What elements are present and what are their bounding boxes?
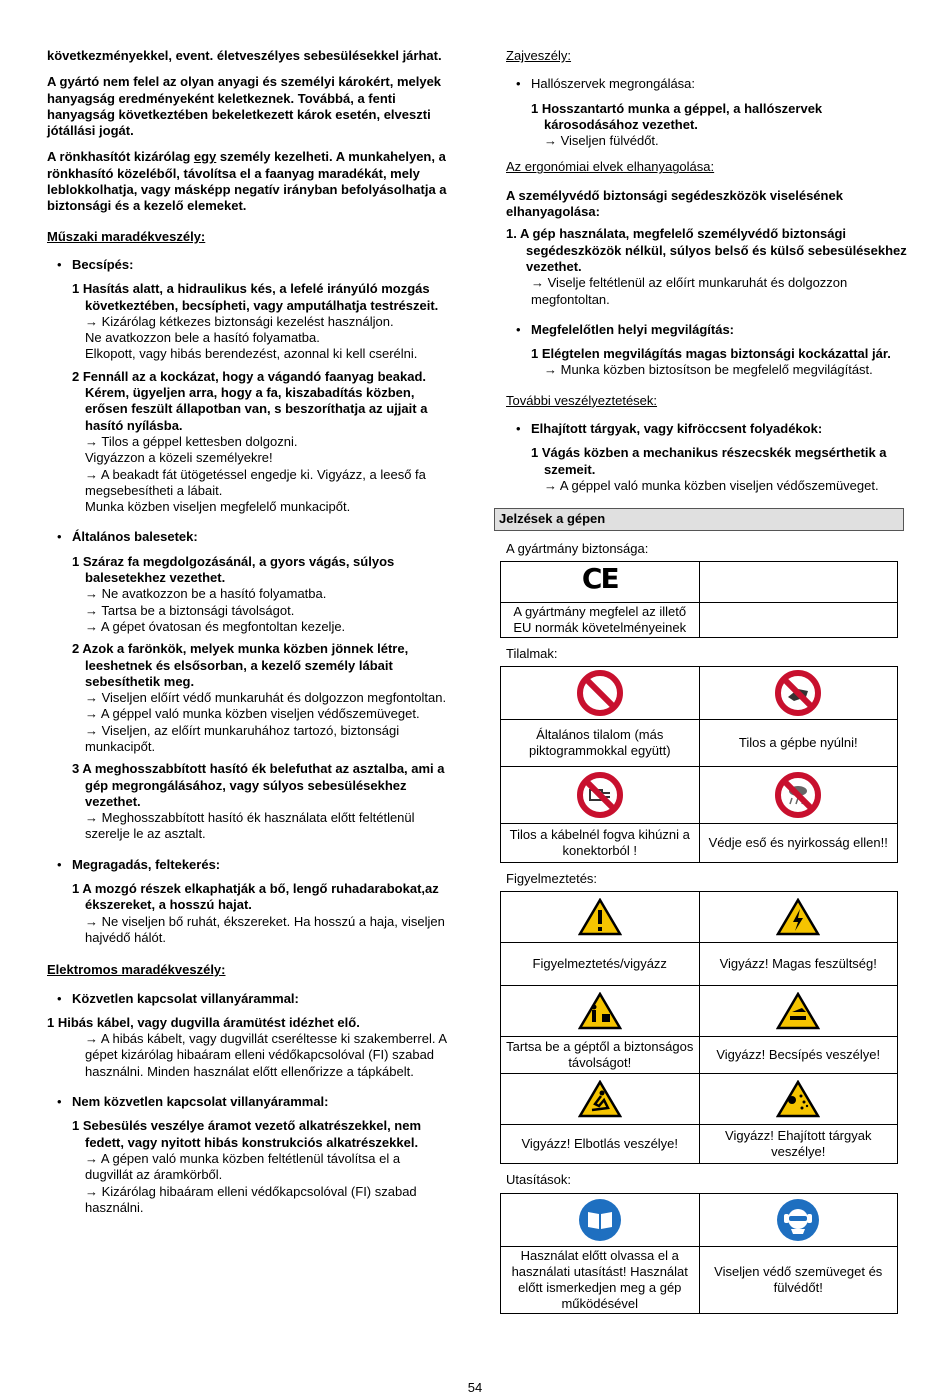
zaj-item-1	[531, 101, 914, 150]
item-note: Elkopott, vagy hibás berendezést, azonnal ki kell cserélni.	[85, 346, 418, 362]
becsipes-item-2	[72, 369, 447, 516]
icon-cell	[699, 1193, 898, 1246]
ergo-item-1	[506, 226, 914, 307]
altalanos-item-3	[72, 761, 447, 842]
bullet-megragadas: • Megragadás, feltekerés:	[47, 857, 447, 873]
warning-text-2: Vigyázz! Magas feszültség!	[699, 943, 898, 986]
instruction-text-1: Használat előtt olvassa el a használati utasítást! Használat előtt ismerkedjen meg a gép működésével	[501, 1246, 700, 1313]
intro-paragraph-2: A gyártó nem felel az olyan anyagi és személyi károkért, melyek hanyagság eredményeként keletkeznek. Továbbá, a fenti hanyagság következtében bekeletkezett károk esetén, elveszti jótállási jogát.	[47, 74, 442, 139]
warning-text-1: Figyelmeztetés/vigyázz	[501, 943, 700, 986]
bullet-altalanos: • Általános balesetek:	[47, 529, 447, 545]
item-title: 3 A meghosszabbított hasító ék belefuthat az asztalba, ami a gép megrongálásához, vagy súlyos sebesülésekhez vezethet.	[72, 761, 445, 809]
warning-text-4: Vigyázz! Becsípés veszélye!	[699, 1037, 898, 1074]
item-note: → Viseljen előírt védő munkaruhát és dolgozzon megfontoltan.	[85, 690, 447, 706]
item-note: → Munka közben biztosítson be megfelelő megvilágítást.	[544, 362, 873, 378]
icon-cell	[501, 1193, 700, 1246]
read-manual-icon	[577, 1197, 623, 1243]
item-note: → A hibás kábelt, vagy dugvillát cseréltesse ki szakemberrel. A gépet kizárólag hibaáram elleni védőkapcsolóval (FI) szabad használni. Minden használat előtt ellenőrizze a tápkábelt.	[85, 1031, 447, 1079]
item-note: → Viseljen fülvédőt.	[544, 133, 659, 149]
icon-cell	[699, 667, 898, 720]
keep-distance-icon	[578, 992, 622, 1030]
nemkozvetlen-item-1	[72, 1118, 447, 1216]
empty-cell	[699, 561, 898, 602]
item-title: 1 Száraz fa megdolgozásánál, a gyors vágás, súlyos balesetekhez vezethet.	[72, 553, 395, 586]
item-note: → A géppel való munka közben viseljen védőszemüveget.	[544, 477, 879, 493]
bullet-lighting: • Megfelelőtlen helyi megvilágítás:	[506, 322, 914, 338]
empty-cell	[699, 602, 898, 637]
intro3-pre: A rönkhasítót kizárólag	[47, 149, 194, 165]
label-prohibitions: Tilalmak:	[506, 645, 558, 661]
item-title: 1 Elégtelen megvilágítás magas biztonsági kockázattal jár.	[531, 346, 891, 362]
item-note: → Ne avatkozzon be a hasító folyamatba.	[85, 586, 327, 602]
prohibition-text-3: Tilos a kábelnél fogva kihúzni a konektorból !	[501, 824, 700, 863]
icon-cell	[501, 892, 700, 943]
bullet-hallas: • Hallószervek megrongálása:	[506, 76, 914, 92]
altalanos-item-2	[72, 641, 447, 755]
tov-item-1	[531, 445, 914, 494]
item-title: 1 Hasítás alatt, a hidraulikus kés, a lefelé irányúló mozgás következtében, becsípheti, vagy amputálhatja testrészeit.	[72, 281, 439, 313]
item-title: 2 Azok a farönkök, melyek munka közben jönnek létre, leeshetnek és elsősorban, a kezelő személy lábait sebesíthetik meg.	[72, 641, 409, 689]
bullet-kozvetlen: • Közvetlen kapcsolat villanyárammal:	[47, 991, 447, 1007]
heading-ergonomics: Az ergonómiai elvek elhanyagolása:	[506, 159, 715, 175]
item-note: → Kizárólag kétkezes biztonsági kezelést használjon.	[85, 313, 394, 329]
megragadas-item-1	[72, 881, 447, 946]
instruction-text-2: Viseljen védő szemüveget és fülvédőt!	[699, 1246, 898, 1313]
item-title: 1 Vágás közben a mechanikus részecskék megsérthetik a szemeit.	[531, 445, 887, 477]
label-product-safety: A gyártmány biztonsága:	[506, 540, 649, 556]
bullet-becsipes: • Becsípés:	[47, 257, 447, 273]
icon-cell	[699, 986, 898, 1037]
wear-eye-ear-protection-icon	[775, 1197, 821, 1243]
table-instructions	[500, 1193, 898, 1314]
general-prohibition-icon	[576, 669, 624, 717]
bullet-thrown-objects: • Elhajított tárgyak, vagy kifröccsent folyadékok:	[506, 421, 914, 437]
icon-cell	[501, 1074, 700, 1125]
general-warning-icon	[578, 898, 622, 936]
signs-section-header: Jelzések a gépen	[494, 508, 904, 530]
trip-hazard-icon	[578, 1080, 622, 1118]
page-number: 54	[467, 1380, 483, 1395]
icon-cell	[699, 767, 898, 824]
warning-text-3: Tartsa be a géptől a biztonságos távolságot!	[501, 1037, 700, 1074]
item-note: → Tartsa be a biztonsági távolságot.	[85, 602, 295, 618]
item-note: Ne avatkozzon bele a hasító folyamatba.	[85, 330, 320, 346]
item-note: → A beakadt fát ütögetéssel engedje ki. Vigyázz, a leeső fa megsebesítheti a lábait.	[85, 466, 426, 498]
item-note: → A gépet óvatosan és megfontoltan kezelje.	[85, 618, 346, 634]
bullet-nemkozvetlen: • Nem közvetlen kapcsolat villanyárammal:	[47, 1094, 447, 1110]
item-title: 1. A gép használata, megfelelő személyvédő biztonsági segédeszközök nélkül, súlyos belső és külső sebesülésekhez vezethet.	[506, 226, 907, 274]
warning-text-6: Vigyázz! Ehajított tárgyak veszélye!	[699, 1125, 898, 1164]
item-title: 1 Hosszantartó munka a géppel, a hallószervek károsodásához vezethet.	[531, 100, 823, 132]
prohibition-text-2: Tilos a gépbe nyúlni!	[699, 720, 898, 767]
vil-item-1	[531, 346, 914, 379]
item-title: 1 Hibás kábel, vagy dugvilla áramütést idézhet elő.	[47, 1014, 360, 1030]
icon-cell	[699, 1074, 898, 1125]
heading-further-hazards: További veszélyeztetések:	[506, 392, 658, 408]
icon-cell	[501, 986, 700, 1037]
intro3-underlined: egy	[193, 149, 217, 165]
ce-mark-icon: CE	[581, 562, 618, 596]
pinch-hazard-icon	[776, 992, 820, 1030]
item-note: → Viselje feltétlenül az előírt munkaruhát és dolgozzon megfontoltan.	[531, 275, 848, 307]
table-prohibitions	[500, 666, 898, 863]
item-note: → Viseljen, az előírt munkaruhához tartozó, biztonsági munkacipőt.	[85, 722, 400, 754]
prohibition-text-4: Védje eső és nyirkosság ellen!!	[699, 824, 898, 863]
intro3-post: személy kezelheti. A munkahelyen, a rönkhasító közeléből, távolítsa el a faanyag maradékát, mely leblokkolhatja, vagy másképp negatív irányban befolyásolhatja a biztonsági és a kezelő elemeket.	[47, 149, 447, 214]
icon-cell	[699, 892, 898, 943]
flying-objects-icon	[776, 1080, 820, 1118]
item-note: → Kizárólag hibaáram elleni védőkapcsolóval (FI) szabad használni.	[85, 1183, 417, 1215]
item-title: 1 A mozgó részek elkaphatják a bő, lengő ruhadarabokat,az ékszereket, a hosszú hajat.	[72, 881, 439, 913]
ce-cell	[501, 561, 700, 602]
warning-text-5: Vigyázz! Elbotlás veszélye!	[501, 1125, 700, 1164]
high-voltage-icon	[776, 898, 820, 936]
no-pulling-cable-icon	[576, 771, 624, 819]
heading-mechanical: Műszaki maradékveszély:	[47, 228, 206, 244]
ce-description: A gyártmány megfelel az illető EU normák követelményeinek	[501, 602, 700, 637]
label-warnings: Figyelmeztetés:	[506, 871, 598, 887]
heading-noise: Zajveszély:	[506, 48, 572, 63]
item-note: → A géppel való munka közben viseljen védőszemüveget.	[85, 706, 420, 722]
no-reaching-in-icon	[774, 669, 822, 717]
left-column	[47, 48, 447, 1222]
item-note: Munka közben viseljen megfelelő munkacipőt.	[85, 499, 351, 515]
icon-cell	[501, 767, 700, 824]
item-note: Vigyázzon a közeli személyekre!	[85, 450, 273, 466]
intro-paragraph-1: következményekkel, event. életveszélyes sebesülésekkel járhat.	[47, 48, 442, 63]
kozvetlen-item-1	[47, 1015, 447, 1080]
item-title: 2 Fennáll az a kockázat, hogy a vágandó faanyag beakad. Kérem, ügyeljen arra, hogy a fa, kiszabadítás közben, erősen feszült állapotban van, s beszoríthatja az ujjait a hasító nyílásba.	[72, 368, 428, 433]
table-warnings	[500, 891, 898, 1164]
no-rain-icon	[774, 771, 822, 819]
intro-paragraph-3	[47, 149, 447, 214]
ergo-subheading: A személyvédő biztonsági segédeszközök viselésének elhanyagolása:	[506, 187, 843, 220]
right-column	[499, 48, 914, 1322]
prohibition-text-1: Általános tilalom (más piktogrammokkal együtt)	[501, 720, 700, 767]
icon-cell	[501, 667, 700, 720]
item-note: → Ne viseljen bő ruhát, ékszereket. Ha hosszú a haja, viseljen hajvédő hálót.	[85, 913, 445, 945]
becsipes-item-1	[72, 281, 447, 362]
item-note: → A gépen való munka közben feltétlenül távolítsa el a dugvillát az áramkörből.	[85, 1150, 401, 1183]
item-note: → Tilos a géppel kettesben dolgozni.	[85, 433, 298, 449]
item-note: → Meghosszabbított hasító ék használata előtt feltétlenül szerelje le az asztalt.	[85, 810, 415, 842]
heading-electrical: Elektromos maradékveszély:	[47, 962, 226, 978]
table-product-safety	[500, 561, 898, 638]
label-instructions: Utasítások:	[506, 1172, 572, 1188]
altalanos-item-1	[72, 554, 447, 635]
item-title: 1 Sebesülés veszélye áramot vezető alkatrészekkel, nem fedett, vagy nyitott hibás konstrukciós alkatrészekkel.	[72, 1118, 422, 1150]
